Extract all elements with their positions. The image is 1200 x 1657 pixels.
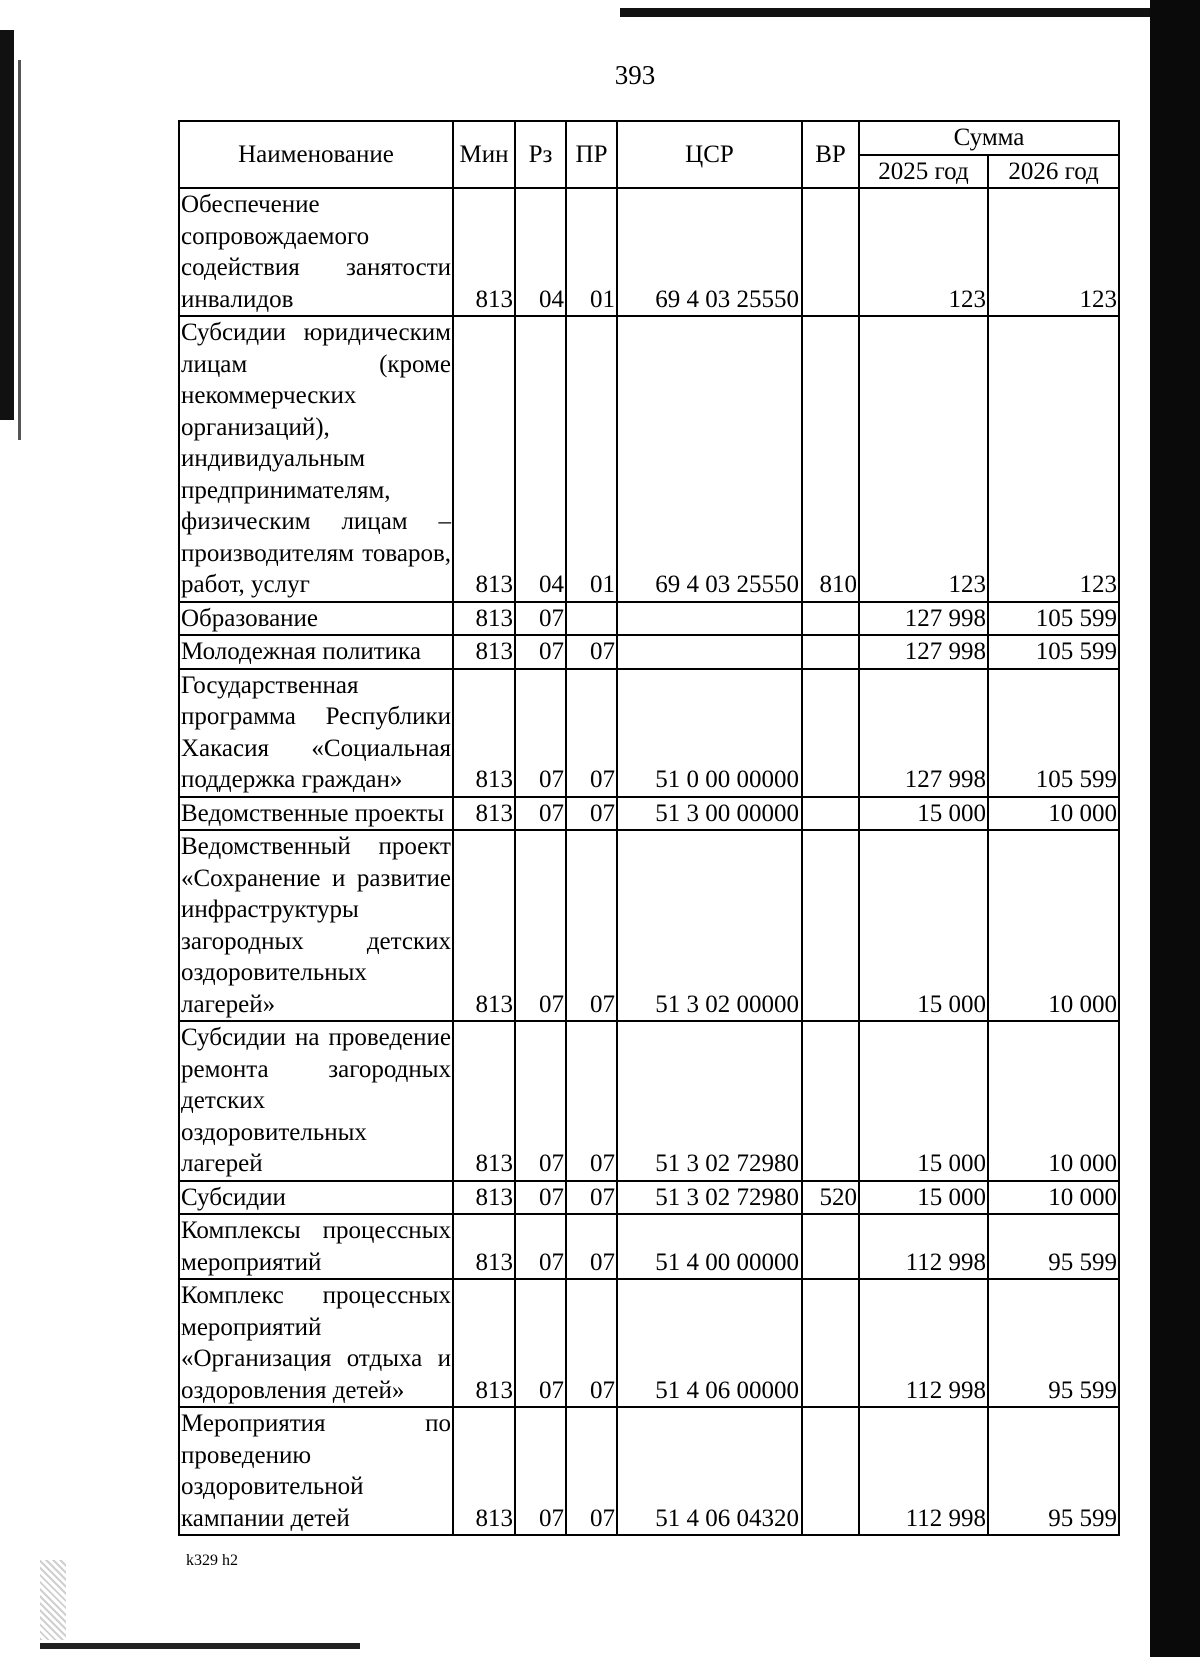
cell-rz: 07 [515, 1214, 566, 1279]
cell-min: 813 [453, 602, 515, 636]
cell-csr: 51 3 00 00000 [617, 797, 802, 831]
cell-amount-2026: 123 [988, 188, 1119, 316]
cell-amount-2025: 127 998 [859, 602, 988, 636]
header-sum: Сумма [859, 121, 1119, 155]
scan-edge-bottom [40, 1643, 360, 1649]
cell-rz: 07 [515, 602, 566, 636]
header-year-2025: 2025 год [859, 155, 988, 189]
cell-rz: 07 [515, 1021, 566, 1181]
page-number: 393 [614, 60, 656, 90]
cell-amount-2025: 15 000 [859, 830, 988, 1021]
cell-pr: 07 [566, 1407, 617, 1535]
cell-amount-2026: 95 599 [988, 1279, 1119, 1407]
cell-pr: 07 [566, 669, 617, 797]
cell-vr: 810 [802, 316, 859, 602]
cell-name: Субсидии юридическим лицам (кроме некоммерческих организаций), индивидуальным предпринимателям, физическим лицам – производителям товаров, работ, услуг [179, 316, 453, 602]
cell-csr: 69 4 03 25550 [617, 316, 802, 602]
cell-vr [802, 830, 859, 1021]
cell-csr [617, 602, 802, 636]
cell-pr: 07 [566, 830, 617, 1021]
cell-min: 813 [453, 797, 515, 831]
cell-rz: 07 [515, 1181, 566, 1215]
table-row [179, 1214, 1119, 1279]
header-year-2026: 2026 год [988, 155, 1119, 189]
scan-noise [40, 1560, 66, 1640]
cell-name: Ведомственные проекты [179, 797, 453, 831]
cell-pr: 07 [566, 1214, 617, 1279]
cell-name: Комплекс процессных мероприятий «Организация отдыха и оздоровления детей» [179, 1279, 453, 1407]
cell-amount-2026: 105 599 [988, 635, 1119, 669]
cell-amount-2026: 95 599 [988, 1214, 1119, 1279]
table-row [179, 1181, 1119, 1215]
cell-amount-2025: 123 [859, 188, 988, 316]
cell-amount-2025: 123 [859, 316, 988, 602]
cell-csr: 51 3 02 00000 [617, 830, 802, 1021]
cell-amount-2026: 10 000 [988, 797, 1119, 831]
cell-rz: 04 [515, 188, 566, 316]
cell-pr: 07 [566, 1279, 617, 1407]
cell-min: 813 [453, 669, 515, 797]
cell-pr: 07 [566, 635, 617, 669]
cell-min: 813 [453, 1021, 515, 1181]
cell-amount-2025: 15 000 [859, 1181, 988, 1215]
cell-name: Обеспечение сопровождаемого содействия занятости инвалидов [179, 188, 453, 316]
header-min: Мин [453, 121, 515, 188]
cell-rz: 07 [515, 635, 566, 669]
cell-amount-2025: 127 998 [859, 635, 988, 669]
cell-csr: 51 4 06 00000 [617, 1279, 802, 1407]
cell-pr: 07 [566, 1181, 617, 1215]
cell-name: Государственная программа Республики Хакасия «Социальная поддержка граждан» [179, 669, 453, 797]
table-row [179, 1279, 1119, 1407]
cell-csr [617, 635, 802, 669]
cell-amount-2026: 105 599 [988, 669, 1119, 797]
cell-csr: 51 0 00 00000 [617, 669, 802, 797]
cell-vr [802, 1021, 859, 1181]
cell-min: 813 [453, 830, 515, 1021]
table-row [179, 797, 1119, 831]
cell-pr: 01 [566, 316, 617, 602]
cell-min: 813 [453, 635, 515, 669]
table-row [179, 188, 1119, 316]
header-rz: Рз [515, 121, 566, 188]
cell-name: Ведомственный проект «Сохранение и развитие инфраструктуры загородных детских оздоровительных лагерей» [179, 830, 453, 1021]
cell-csr: 69 4 03 25550 [617, 188, 802, 316]
cell-pr [566, 602, 617, 636]
cell-amount-2025: 15 000 [859, 1021, 988, 1181]
cell-name: Комплексы процессных мероприятий [179, 1214, 453, 1279]
cell-vr [802, 1279, 859, 1407]
table-row [179, 669, 1119, 797]
cell-rz: 07 [515, 830, 566, 1021]
cell-vr [802, 602, 859, 636]
table-row [179, 635, 1119, 669]
table-row [179, 316, 1119, 602]
table-body [179, 188, 1119, 1535]
cell-vr [802, 1407, 859, 1535]
cell-name: Субсидии [179, 1181, 453, 1215]
cell-pr: 07 [566, 1021, 617, 1181]
cell-amount-2025: 15 000 [859, 797, 988, 831]
table-row [179, 602, 1119, 636]
cell-amount-2025: 127 998 [859, 669, 988, 797]
cell-min: 813 [453, 1181, 515, 1215]
budget-table [178, 120, 1120, 1536]
table-row [179, 830, 1119, 1021]
cell-amount-2025: 112 998 [859, 1214, 988, 1279]
cell-name: Мероприятия по проведению оздоровительной кампании детей [179, 1407, 453, 1535]
cell-csr: 51 4 06 04320 [617, 1407, 802, 1535]
cell-rz: 04 [515, 316, 566, 602]
cell-vr [802, 797, 859, 831]
cell-amount-2026: 105 599 [988, 602, 1119, 636]
header-row [179, 121, 1119, 155]
cell-rz: 07 [515, 1279, 566, 1407]
cell-rz: 07 [515, 1407, 566, 1535]
cell-vr: 520 [802, 1181, 859, 1215]
cell-min: 813 [453, 188, 515, 316]
cell-vr [802, 669, 859, 797]
cell-name: Образование [179, 602, 453, 636]
cell-amount-2025: 112 998 [859, 1279, 988, 1407]
cell-min: 813 [453, 1407, 515, 1535]
cell-amount-2025: 112 998 [859, 1407, 988, 1535]
cell-pr: 01 [566, 188, 617, 316]
cell-rz: 07 [515, 797, 566, 831]
cell-vr [802, 635, 859, 669]
cell-name: Субсидии на проведение ремонта загородных детских оздоровительных лагерей [179, 1021, 453, 1181]
cell-csr: 51 3 02 72980 [617, 1021, 802, 1181]
cell-pr: 07 [566, 797, 617, 831]
header-csr: ЦСР [617, 121, 802, 188]
scan-edge-top [620, 8, 1160, 17]
cell-min: 813 [453, 316, 515, 602]
cell-csr: 51 3 02 72980 [617, 1181, 802, 1215]
cell-amount-2026: 10 000 [988, 1181, 1119, 1215]
cell-vr [802, 1214, 859, 1279]
scan-edge-left-line [18, 60, 21, 440]
header-name: Наименование [179, 121, 453, 188]
cell-amount-2026: 10 000 [988, 830, 1119, 1021]
cell-min: 813 [453, 1214, 515, 1279]
cell-rz: 07 [515, 669, 566, 797]
header-pr: ПР [566, 121, 617, 188]
cell-amount-2026: 123 [988, 316, 1119, 602]
header-vr: ВР [802, 121, 859, 188]
footer-code: k329 h2 [186, 1552, 238, 1569]
cell-name: Молодежная политика [179, 635, 453, 669]
cell-min: 813 [453, 1279, 515, 1407]
scan-edge-right [1150, 0, 1200, 1657]
cell-csr: 51 4 00 00000 [617, 1214, 802, 1279]
table-row [179, 1407, 1119, 1535]
cell-amount-2026: 95 599 [988, 1407, 1119, 1535]
cell-amount-2026: 10 000 [988, 1021, 1119, 1181]
cell-vr [802, 188, 859, 316]
table-row [179, 1021, 1119, 1181]
